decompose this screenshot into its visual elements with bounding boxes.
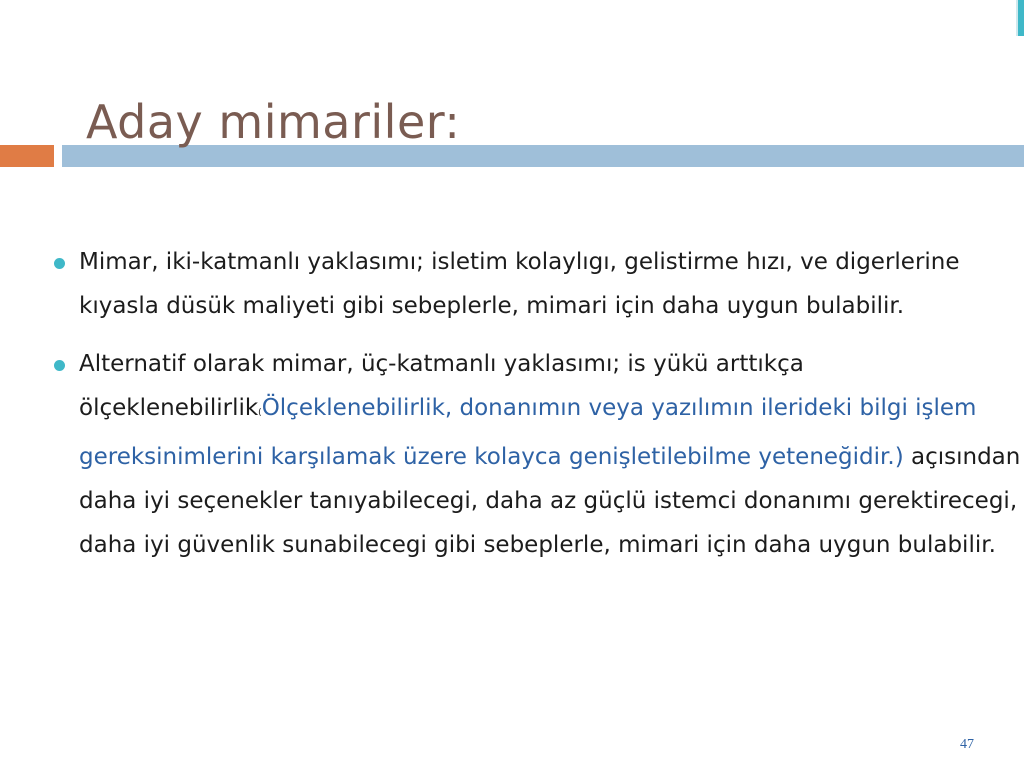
bullet-dot-icon: [54, 360, 65, 371]
scalability-definition: Ölçeklenebilirlik, donanımın veya yazılımın ilerideki bilgi işlem gereksinimlerini karşılamak üzere kolayca genişletilebilme yeteneğidir.): [79, 395, 977, 470]
title-accent-bar-orange: [0, 145, 54, 167]
bullet-item-1: [50, 240, 1022, 328]
bullet-dot-icon: [54, 258, 65, 269]
small-paren: (: [258, 408, 262, 418]
page-number: 47: [960, 737, 974, 752]
corner-accent: [1018, 0, 1024, 36]
bullet-list: [50, 240, 1022, 581]
slide-title: Aday mimariler:: [86, 95, 461, 149]
bullet-text-after: açısından daha iyi seçenekler tanıyabilecegi, daha az güçlü istemci donanımı gerektirecegi, daha iyi güvenlik sunabilecegi gibi sebeplerle, mimari için daha uygun bulabilir.: [79, 444, 1021, 558]
bullet-text-before: Alternatif olarak mimar, üç-katmanlı yaklasımı; is yükü arttıkça ölçeklenebilirlik: [79, 351, 804, 421]
bullet-item-2: [50, 342, 1022, 567]
bullet-text: Mimar, iki-katmanlı yaklasımı; isletim kolaylıgı, gelistirme hızı, ve digerlerine kıyasla düsük maliyeti gibi sebeplerle, mimari için daha uygun bulabilir.: [79, 249, 960, 319]
